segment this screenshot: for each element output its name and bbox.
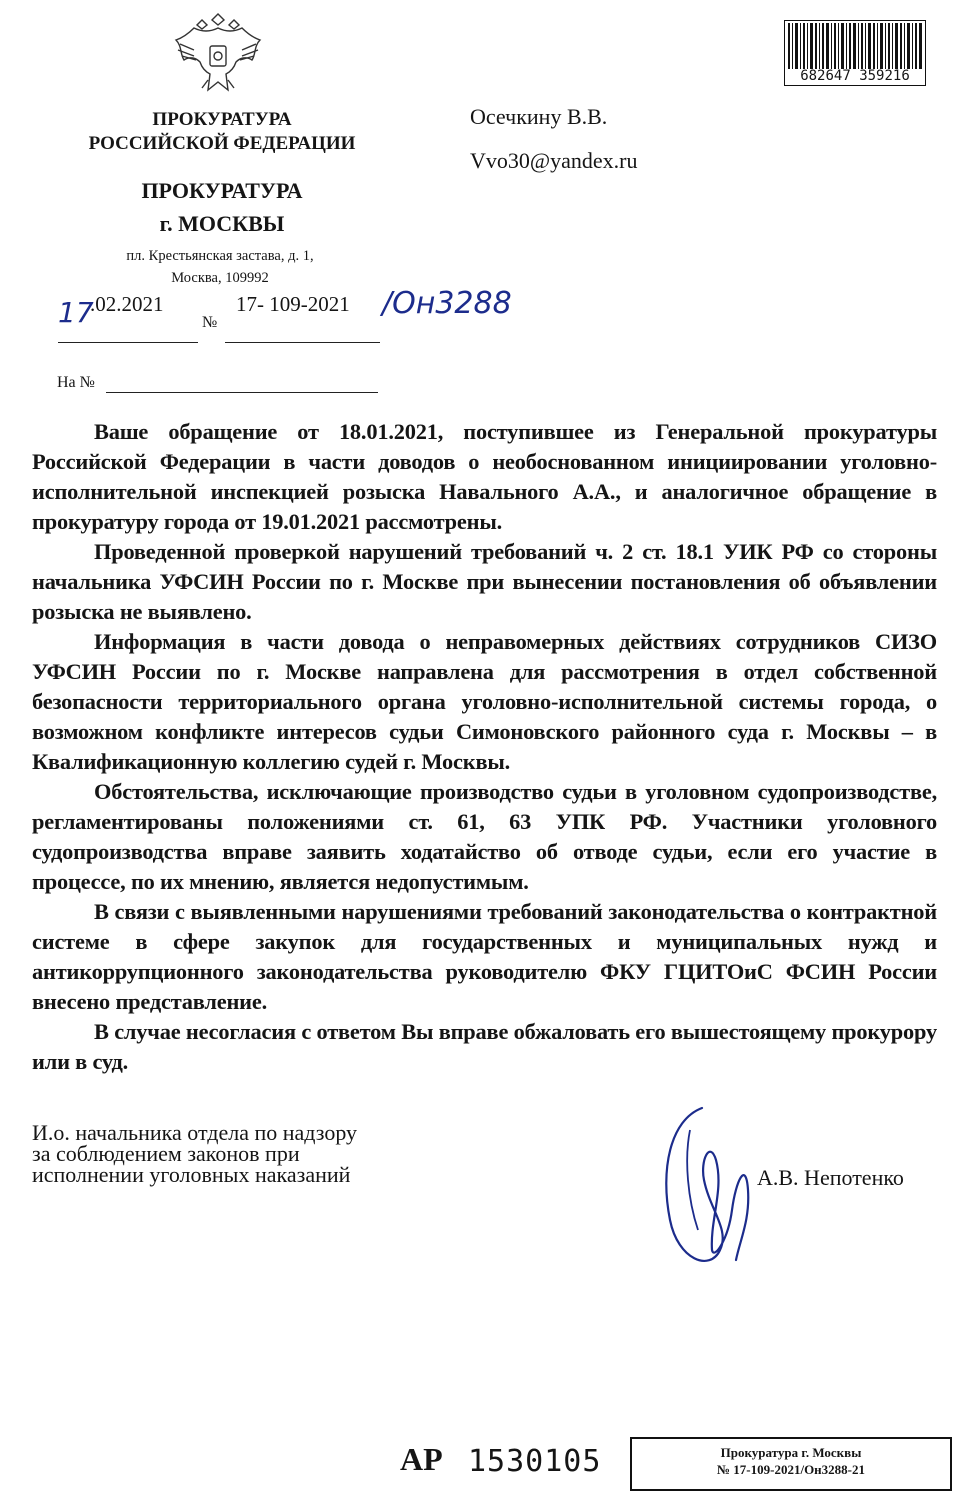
address-line-1: пл. Крестьянская застава, д. 1, [126,248,314,264]
body-paragraph: Обстоятельства, исключающие производство судьи в уголовном судопроизводстве, регламентированы положениями ст. 61, 63 УПК РФ. Участники уголовного судопроизводства вправе заявить ходатайство об отводе судьи, если его участие в процессе, по их мнению, является недопустимым. [32,779,937,894]
stamp-line-1: Прокуратура г. Москвы [720,1445,862,1460]
handwritten-signature [650,1100,760,1280]
letter-date: .02.2021 [90,292,164,316]
form-serial-number: 1530105 [468,1444,602,1479]
moscow-prosecutor-heading [57,174,387,240]
barcode-bars [786,23,924,69]
org-line-1: ПРОКУРАТУРА [152,109,292,130]
stamp-line-2: № 17-109-2021/Он3288-21 [716,1462,865,1477]
handwritten-day: 17 [58,296,94,329]
reply-reference-line [106,372,378,393]
recipient-email: Vvo30@yandex.ru [470,148,638,173]
outgoing-number: 17- 109-2021 [236,292,350,316]
signatory-title-line-2: за соблюдением законов при [32,1141,300,1166]
prosecutor-general-heading [57,108,387,156]
body-paragraph: В случае несогласия с ответом Вы вправе обжаловать его вышестоящему прокурору или в суд. [32,1019,937,1074]
barcode [784,20,926,86]
body-paragraph: Информация в части довода о неправомерных действиях сотрудников СИЗО УФСИН России по г. Москве направлена для рассмотрения в отдел собственной безопасности территориального органа уголовно-исполнительной системы города, о возможном конфликте интересов судьи Симоновского районного суда г. Москвы – в Квалификационную коллегию судей г. Москвы. [32,629,937,774]
body-paragraph: Проведенной проверкой нарушений требований ч. 2 ст. 18.1 УИК РФ со стороны начальника УФСИН России по г. Москве при вынесении постановления об объявлении розыска не выявлено. [32,539,937,624]
office-line-2: г. МОСКВЫ [159,211,285,236]
coat-of-arms-emblem [172,10,264,96]
signatory-title-line-3: исполнении уголовных наказаний [32,1162,351,1187]
office-line-1: ПРОКУРАТУРА [141,178,303,203]
registration-stamp [630,1437,952,1491]
letter-body [32,417,937,1077]
form-series: АР [400,1441,443,1477]
recipient-name: Осечкину В.В. [470,104,608,129]
body-paragraph: В связи с выявленными нарушениями требований законодательства о контрактной системе в сфере закупок для государственных и муниципальных нужд и антикоррупционного законодательства руководителю ФКУ ГЦИТОиС ФСИН России внесено представление. [32,899,937,1014]
address-line-2: Москва, 109992 [171,270,269,286]
handwritten-number: /Он3288 [382,286,512,321]
org-line-2: РОССИЙСКОЙ ФЕДЕРАЦИИ [88,133,356,154]
signatory-title [32,1122,357,1185]
number-field-line [225,318,380,343]
number-sign: № [202,314,218,331]
barcode-number: 682647 359216 [800,68,910,84]
reply-reference-label: На № [57,374,95,391]
body-paragraph: Ваше обращение от 18.01.2021, поступившее из Генеральной прокуратуры Российской Федерации в части доводов о необоснованном инициировании уголовно-исполнительной инспекцией розыска Навального А.А., и аналогичное обращение в прокуратуру города от 19.01.2021 рассмотрены. [32,419,937,534]
office-address [70,245,370,289]
signatory-name: А.В. Непотенко [757,1165,904,1190]
signatory-title-line-1: И.о. начальника отдела по надзору [32,1120,358,1145]
